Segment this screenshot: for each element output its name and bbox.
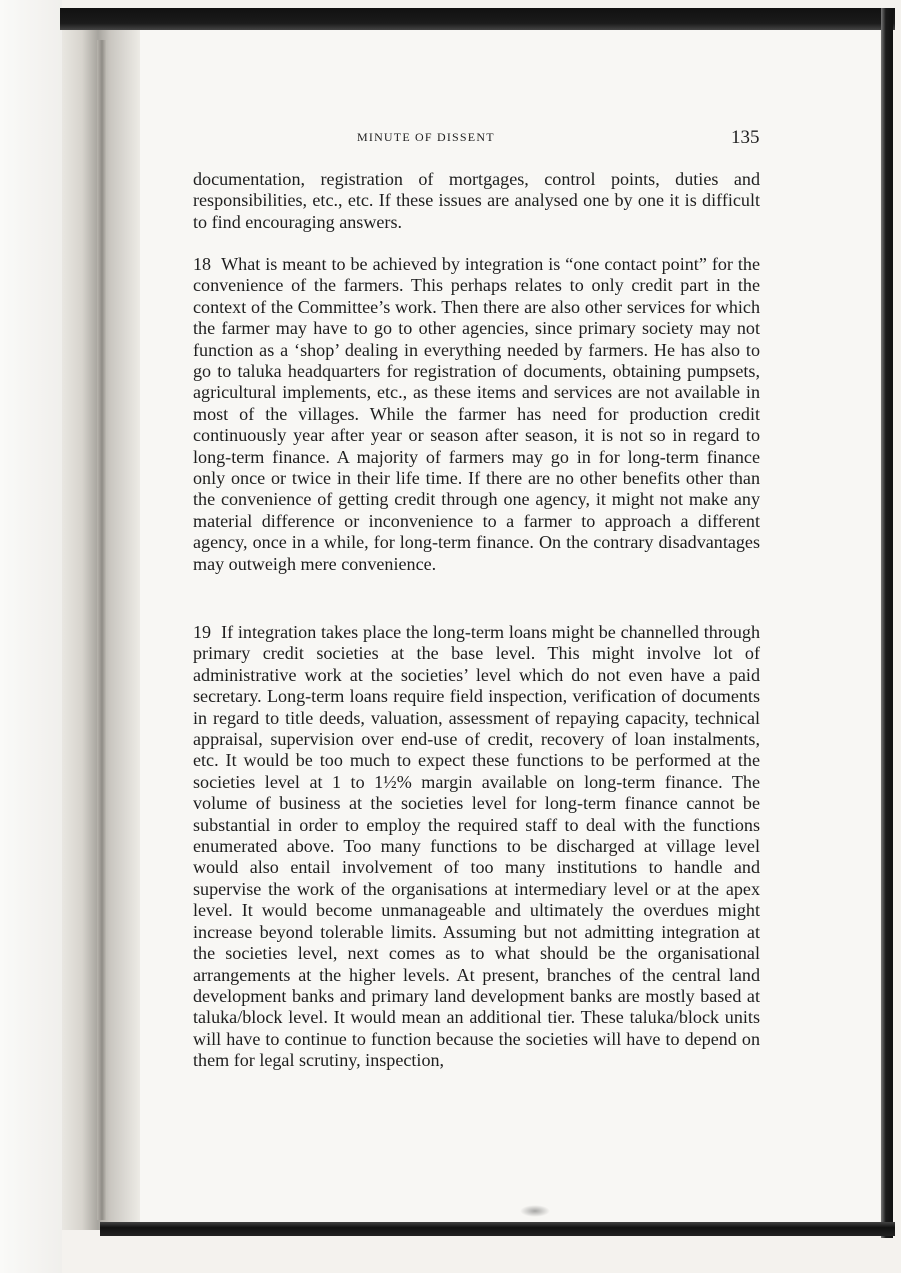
spine-fold [97, 40, 107, 1220]
paragraph-number: 18 [193, 254, 212, 274]
bottom-scan-border [100, 1222, 895, 1236]
paragraph-number: 19 [193, 622, 212, 642]
right-scan-border [881, 8, 893, 1238]
top-scan-border [60, 8, 895, 30]
running-title: MINUTE OF DISSENT [357, 130, 495, 144]
ink-smudge [520, 1205, 550, 1217]
paragraph-text: What is meant to be achieved by integration is “one contact point” for the convenience of the farmers. This perhaps relates to only credit part in the context of the Committee’s work. Then there are also other services for which the farmer may have to go to other agencies, since primary society may not function as a ‘shop’ dealing in everything needed by farmers. He has also to go to taluka headquarters for registration of documents, obtaining pumpsets, agricultural implements, etc., as these items and services are not available in most of the villages. While the farmer has need for production credit continuously year after year or season after season, it is not so in regard to long-term finance. A majority of farmers may go in for long-term finance only once or twice in their life time. If there are no other benefits other than the convenience of getting credit through one agency, it might not make any material difference or inconvenience to a farmer to approach a different agency, once in a while, for long-term finance. On the contrary disadvantages may outweigh mere convenience. [193, 254, 760, 574]
left-scan-margin [0, 0, 62, 1273]
paragraph-continuation [193, 169, 760, 233]
page-number: 135 [731, 127, 760, 148]
paragraph-18 [193, 254, 760, 575]
paragraph-text: documentation, registration of mortgages, control points, duties and responsibilities, etc., etc. If these issues are analysed one by one it is difficult to find encouraging answers. [193, 169, 760, 232]
paragraph-text: If integration takes place the long-term loans might be channelled through primary credit societies at the base level. This might involve lot of administrative work at the societies’ level which do not even have a paid secretary. Long-term loans require field inspection, verification of documents in regard to title deeds, valuation, assessment of repaying capacity, technical appraisal, supervision over end-use of credit, recovery of loan instalments, etc. It would be too much to expect these functions to be performed at the societies level at 1 to 1½% margin available on long-term finance. The volume of business at the societies level for long-term finance cannot be substantial in order to employ the required staff to deal with the functions enumerated above. Too many functions to be discharged at village level would also entail involvement of too many institutions to handle and supervise the work of the organisations at intermediary level or at the apex level. It would become unmanageable and ultimately the overdues might increase beyond tolerable limits. Assuming but not admitting integration at the societies level, next comes as to what should be the organisational arrangements at the higher levels. At present, branches of the central land development banks and primary land development banks are mostly based at taluka/block level. It would mean an additional tier. These taluka/block units will have to continue to function because the societies will have to depend on them for legal scrutiny, inspection, [193, 622, 760, 1071]
paragraph-19 [193, 622, 760, 1072]
